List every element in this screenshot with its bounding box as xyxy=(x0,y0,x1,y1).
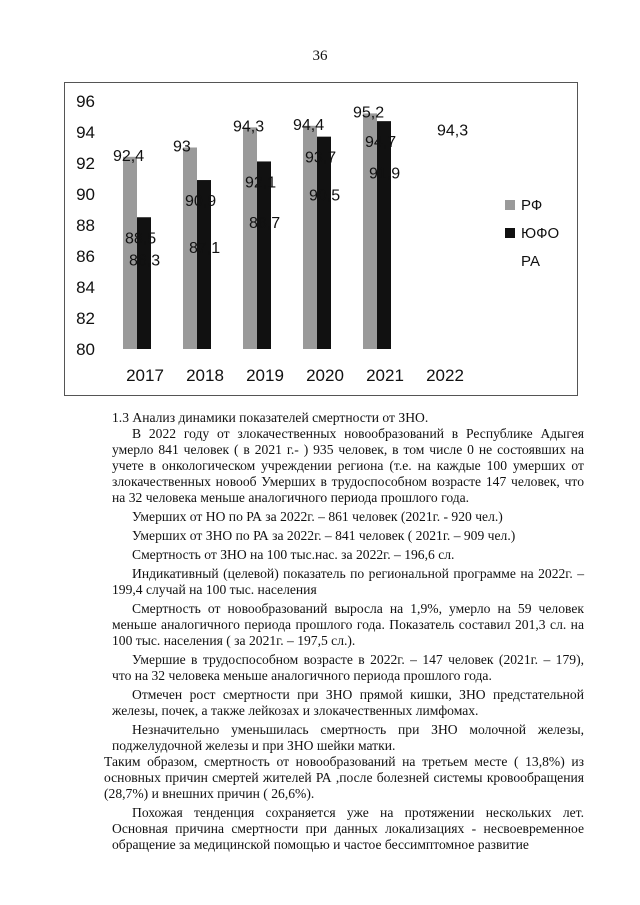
y-tick-label: 94 xyxy=(76,123,95,142)
x-tick-label: 2018 xyxy=(186,366,224,385)
chart-svg xyxy=(65,83,577,395)
paragraph-working-age: Умершие в трудоспособном возрасте в 2022г. – 147 человек (2021г. – 179), что на 32 человека меньше аналогичного периода прошлого года. xyxy=(112,652,584,683)
paragraph-decrease: Незначительно уменьшилась смертность при ЗНО молочной железы, поджелудочной железы и при ЗНО шейки матки. xyxy=(112,722,584,753)
y-tick-label: 90 xyxy=(76,185,95,204)
x-tick-label: 2021 xyxy=(366,366,404,385)
paragraph-mortality-rate: Смертность от ЗНО на 100 тыс.нас. за 2022г. – 196,6 сл. xyxy=(132,547,455,562)
legend-label: РА xyxy=(521,253,541,270)
paragraph-neoplasm-mortality: Смертность от новообразований выросла на 1,9%, умерло на 59 человек меньше аналогичного периода прошлого года. Показатель составил 201,3 сл. на 100 тыс. населения ( за 2021г. – 197,5 сл.). xyxy=(112,601,584,648)
page-number: 36 xyxy=(312,48,328,64)
x-tick-label: 2017 xyxy=(126,366,164,385)
y-tick-label: 82 xyxy=(76,309,95,328)
legend-swatch xyxy=(505,228,515,238)
x-tick-label: 2020 xyxy=(306,366,344,385)
data-label: 95,2 xyxy=(353,104,385,122)
legend-label: ЮФО xyxy=(521,225,560,242)
paragraph-deaths-zno: Умерших от ЗНО по РА за 2022г. – 841 человек ( 2021г. – 909 чел.) xyxy=(132,528,516,543)
data-label: 94,4 xyxy=(293,116,325,134)
data-label: 86,3 xyxy=(129,252,161,270)
paragraph-deaths-no: Умерших от НО по РА за 2022г. – 861 человек (2021г. - 920 чел.) xyxy=(132,509,503,524)
section-heading: 1.3 Анализ динамики показателей смертности от ЗНО. xyxy=(112,410,429,425)
bar xyxy=(377,121,391,349)
legend-swatch xyxy=(505,200,515,210)
y-tick-label: 86 xyxy=(76,247,95,266)
y-tick-label: 96 xyxy=(76,92,95,111)
data-label: 94,3 xyxy=(437,122,469,140)
bar xyxy=(317,137,331,349)
data-label: 88,7 xyxy=(249,215,281,233)
data-label: 90,9 xyxy=(185,193,217,211)
y-tick-label: 84 xyxy=(76,278,95,297)
paragraph-target-indicator: Индикативный (целевой) показатель по региональной программе на 2022г. – 199,4 случай на 100 тыс. населения xyxy=(112,566,584,597)
data-label: 94,3 xyxy=(233,118,265,136)
data-label: 92,1 xyxy=(245,174,277,192)
document-body xyxy=(104,410,584,853)
data-label: 90,5 xyxy=(309,187,341,205)
y-tick-label: 88 xyxy=(76,216,95,235)
data-label: 92,4 xyxy=(113,147,145,165)
data-label: 91,9 xyxy=(369,165,401,183)
paragraph-conclusion: Таким образом, смертность от новообразований на третьем месте ( 13,8%) из основных причин смертей жителей РА ,после болезней системы кровообращения (28,7%) и внешних причин ( 26,6%). xyxy=(104,754,584,801)
paragraph-trend: Похожая тенденция сохраняется уже на протяжении нескольких лет. Основная причина смертности при данных локализациях - несвоевременное обращение за медицинской помощью и частое бессимптомное развитие xyxy=(112,805,584,852)
data-label: 88,5 xyxy=(125,230,157,248)
paragraph-deaths-2022: В 2022 году от злокачественных новообразований в Республике Адыгея умерло 841 человек ( в 2021 г.- ) 935 человек, в том числе 0 не состоявших на учете в онкологическом учреждении региона (т.е. на каждые 100 умерших от злокачественных новооб Умерших в трудоспособном возрасте 147 человек, что на 32 человека меньше аналогичного периода прошлого года. xyxy=(112,426,584,505)
x-tick-label: 2019 xyxy=(246,366,284,385)
y-tick-label: 80 xyxy=(76,340,95,359)
data-label: 87,1 xyxy=(189,239,221,257)
data-label: 93,7 xyxy=(305,149,337,167)
data-label: 93 xyxy=(173,138,191,156)
legend-label: РФ xyxy=(521,197,543,214)
x-tick-label: 2022 xyxy=(426,366,464,385)
data-label: 94,7 xyxy=(365,134,397,152)
paragraph-growth: Отмечен рост смертности при ЗНО прямой кишки, ЗНО предстательной железы, почек, а также лейкозах и злокачественных лимфомах. xyxy=(112,687,584,718)
y-tick-label: 92 xyxy=(76,154,95,173)
bar-chart xyxy=(64,82,578,396)
bar xyxy=(243,127,257,349)
